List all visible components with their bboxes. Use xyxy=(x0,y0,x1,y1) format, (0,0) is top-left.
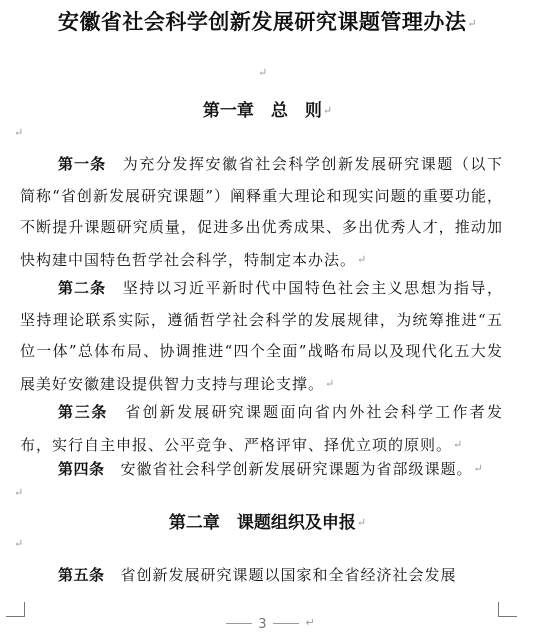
paragraph-mark-icon: ↵ xyxy=(14,486,24,499)
article-paragraph xyxy=(20,273,503,400)
title-text: 安徽省社会科学创新发展研究课题管理办法 xyxy=(57,9,467,34)
article-paragraph xyxy=(20,560,503,592)
article-text: 省创新发展研究课题以国家和全省经济社会发展 xyxy=(120,566,457,584)
crop-mark xyxy=(6,602,25,617)
paragraph-mark-icon: ↵ xyxy=(14,126,24,139)
article-paragraph xyxy=(20,397,503,461)
footer-dash xyxy=(226,623,252,624)
article-text: 为充分发挥安徽省社会科学创新发展研究课题（以下简称“省创新发展研究课题”）阐释重大理论和现实问题的重要功能，不断提升课题研究质量，促进多出优秀成果、多出优秀人才，推动加快构建中国特色哲学社会科学，特制定本办法。 xyxy=(20,155,503,269)
paragraph-mark-icon: ↵ xyxy=(356,516,367,529)
article-label: 第二条 xyxy=(58,279,107,297)
paragraph-mark-icon: ↵ xyxy=(467,17,478,30)
article-label: 第五条 xyxy=(58,566,105,584)
page-number: 3 xyxy=(258,617,267,632)
article-paragraph xyxy=(20,149,503,276)
article-label: 第四条 xyxy=(58,460,105,478)
paragraph-mark-icon: ↵ xyxy=(473,462,484,475)
article-label: 第三条 xyxy=(58,403,109,421)
paragraph-mark-icon: ↵ xyxy=(14,537,24,550)
paragraph-mark-icon: ↵ xyxy=(322,104,333,117)
paragraph-mark-icon: ↵ xyxy=(305,616,315,629)
crop-mark xyxy=(498,602,517,617)
chapter-title: 第二章 课题组织及申报 xyxy=(168,513,356,533)
article-text: 坚持以习近平新时代中国特色社会主义思想为指导，坚持理论联系实际，遵循哲学社会科学的发展规律，为统筹推进“五位一体”总体布局、协调推进“四个全面”战略布局以及现代化五大发展美好安徽建设提供智力支持与理论支撑。 xyxy=(20,279,503,393)
document-title xyxy=(0,6,535,36)
article-text: 省创新发展研究课题面向省内外社会科学工作者发布，实行自主申报、公平竞争、严格评审、择优立项的原则。 xyxy=(20,403,503,454)
paragraph-mark-icon: ↵ xyxy=(357,252,368,266)
footer-dash xyxy=(273,623,299,624)
paragraph-mark-icon: ↵ xyxy=(258,66,268,79)
paragraph-mark-icon: ↵ xyxy=(325,376,336,390)
chapter-title: 第一章 总 则 xyxy=(202,101,322,121)
paragraph-mark-icon: ↵ xyxy=(453,437,464,451)
page-footer xyxy=(0,616,535,632)
article-paragraph xyxy=(20,453,503,486)
article-text: 安徽省社会科学创新发展研究课题为省部级课题。 xyxy=(120,460,473,478)
chapter-heading xyxy=(0,96,535,121)
article-label: 第一条 xyxy=(58,155,107,173)
chapter-heading xyxy=(0,508,535,533)
